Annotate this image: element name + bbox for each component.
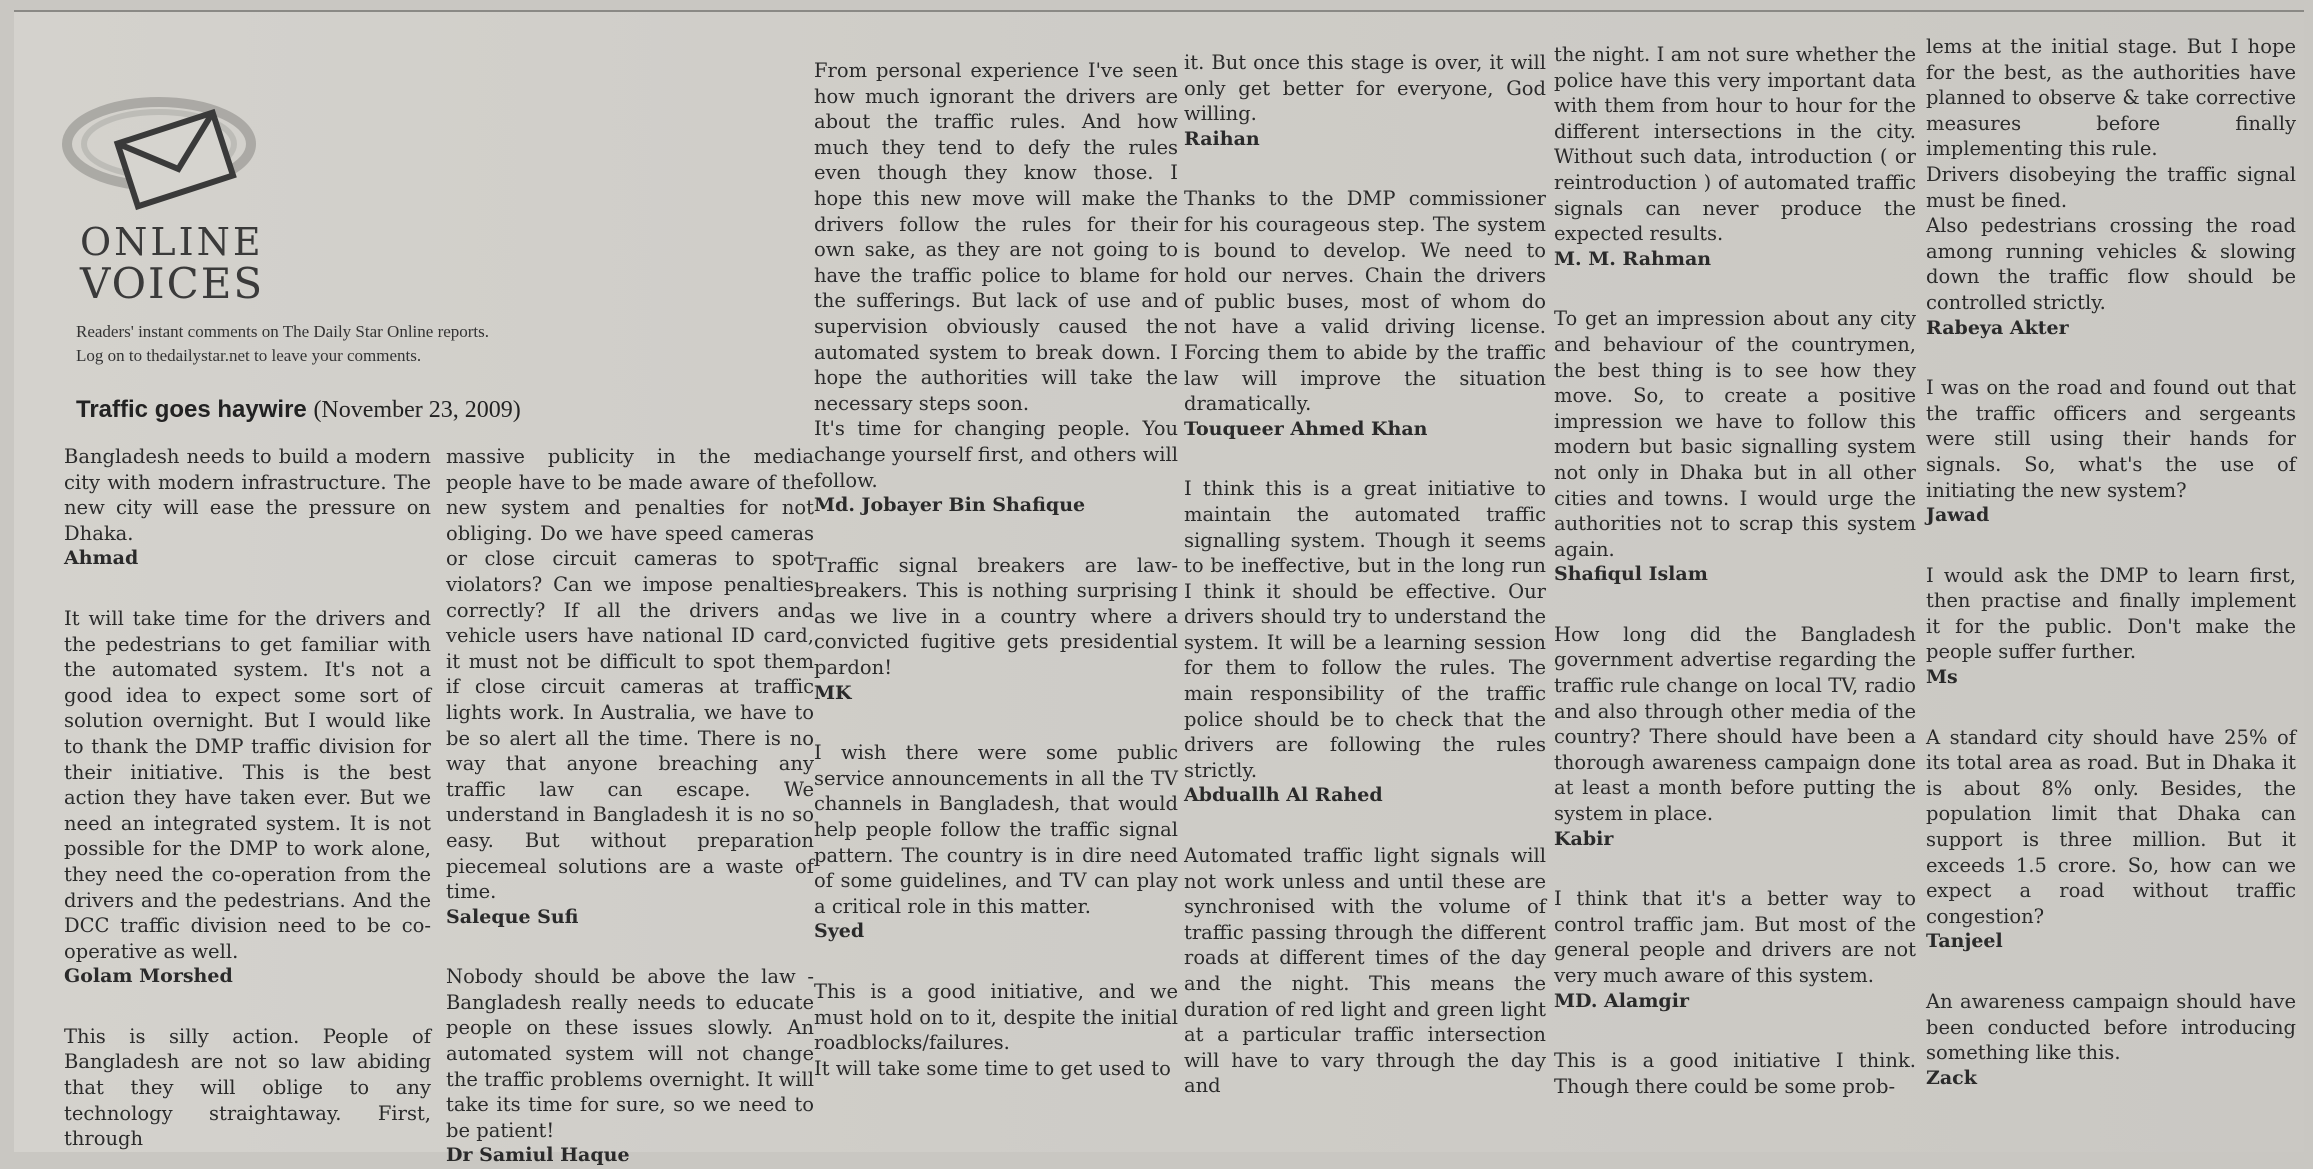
comment-author: Dr Samiul Haque bbox=[446, 1144, 630, 1167]
comment-text: It's time for changing people. You change yourself first, and others will follow. bbox=[814, 417, 1178, 492]
comment-text: How long did the Bangladesh government advertise regarding the traffic rule change on local TV, radio and also through other media of the country? There should have been a thorough awareness campaign done at least a month before putting the system in place. bbox=[1554, 622, 1916, 826]
comment-text: I wish there were some public service announcements in all the TV channels in Bangladesh, that would help people follow the traffic signal pattern. The country is in dire need of some guidelines, and TV can play a critical role in this matter. bbox=[814, 741, 1178, 918]
comment-author: Zack bbox=[1926, 1066, 1977, 1089]
comment-text: Also pedestrians crossing the road among running vehicles & slowing down the traffic flow should be controlled strictly. bbox=[1926, 214, 2296, 314]
comment-column-4 bbox=[1184, 50, 1546, 1152]
comment-text: An awareness campaign should have been conducted before introducing something like this. bbox=[1926, 990, 2296, 1065]
intro-line1: Readers' instant comments on The Daily Star Online reports. bbox=[76, 322, 490, 341]
comment-column-2 bbox=[446, 444, 814, 1167]
comment-text: the night. I am not sure whether the police have this very important data with them from hour to hour for the different intersections in the city. Without such data, introduction ( or reintroduction ) of automated traffic signals can never produce the expected results. bbox=[1554, 43, 1916, 246]
comment-column-3 bbox=[814, 58, 1178, 1152]
envelope-logo-icon bbox=[64, 82, 264, 232]
comment-author: Touqueer Ahmed Khan bbox=[1184, 417, 1428, 440]
comment-text: Bangladesh needs to build a modern city with modern infrastructure. The new city will ease the pressure on Dhaka. bbox=[64, 445, 431, 545]
comment-text: Automated traffic light signals will not work unless and until these are synchronised with the volume of traffic passing through the different roads at different times of the day and the night. This means the duration of red light and green light at a particular traffic intersection will have to vary through the day and bbox=[1184, 844, 1546, 1098]
comment-text: I was on the road and found out that the traffic officers and sergeants were still using their hands for signals. So, what's the use of initiating the new system? bbox=[1926, 376, 2296, 502]
comment-author: Tanjeel bbox=[1926, 930, 2003, 953]
comment-text: This is a good initiative, and we must hold on to it, despite the initial roadblocks/failures. bbox=[814, 980, 1178, 1055]
comment-text: Nobody should be above the law - Bangladesh really needs to educate people on these issues slowly. An automated system will not change the traffic problems overnight. It will take its time for sure, so we need to be patient! bbox=[446, 965, 814, 1142]
masthead-line2: VOICES bbox=[80, 259, 265, 308]
comment-author: MD. Alamgir bbox=[1554, 989, 1689, 1012]
comment-author: Md. Jobayer Bin Shafique bbox=[814, 494, 1086, 517]
article-title: Traffic goes haywire bbox=[76, 396, 307, 423]
comment-author: Golam Morshed bbox=[64, 965, 233, 988]
comment-column-6 bbox=[1926, 34, 2296, 1152]
comment-text: It will take time for the drivers and the pedestrians to get familiar with the automated system. It's not a good idea to expect some sort of solution overnight. But I would like to thank the DMP traffic division for their initiative. This is the best action they have taken ever. But we need an integrated system. It is not possible for the DMP to work alone, they need the co-operation from the drivers and the pedestrians. And the DCC traffic division need to be co-operative as well. bbox=[64, 606, 431, 963]
comment-text: massive publicity in the media people have to be made aware of the new system and penalties for not obliging. Do we have speed cameras or close circuit cameras to spot violators? Can we impose penalties correctly? If all the drivers and vehicle users have national ID card, it must not be difficult to spot them if close circuit cameras at traffic lights work. In Australia, we have to be so alert all the time. There is no way that anyone breaching any traffic law can escape. We understand in Bangladesh it is no so easy. But without preparation piecemeal solutions are a waste of time. bbox=[446, 445, 814, 904]
comment-text: This is a good initiative I think. Though there could be some prob- bbox=[1554, 1049, 1916, 1098]
comment-text: This is silly action. People of Bangladesh are not so law abiding that they will oblige to any technology straightaway. First, through bbox=[64, 1024, 431, 1151]
comment-author: Shafiqul Islam bbox=[1554, 563, 1708, 586]
comment-column-5 bbox=[1554, 42, 1916, 1152]
comment-text: Traffic signal breakers are law-breakers. This is nothing surprising as we live in a country where a convicted fugitive gets presidential pardon! bbox=[814, 553, 1178, 680]
comment-author: Ahmad bbox=[64, 547, 139, 570]
article-date: (November 23, 2009) bbox=[313, 397, 521, 423]
comment-text: it. But once this stage is over, it will only get better for everyone, God willing. bbox=[1184, 51, 1546, 126]
comment-author: Saleque Sufi bbox=[446, 905, 579, 928]
comment-author: Syed bbox=[814, 920, 865, 943]
comment-author: Raihan bbox=[1184, 127, 1260, 150]
comment-text: I would ask the DMP to learn first, then practise and finally implement it for the public. Don't make the people suffer further. bbox=[1926, 563, 2296, 664]
comment-author: MK bbox=[814, 681, 852, 704]
intro-line2: Log on to thedailystar.net to leave your comments. bbox=[76, 346, 422, 365]
comment-author: Jawad bbox=[1926, 504, 1990, 527]
comment-text: I think that it's a better way to control traffic jam. But most of the general people and drivers are not very much aware of this system. bbox=[1554, 887, 1916, 987]
article-headline bbox=[76, 396, 521, 424]
comment-text: From personal experience I've seen how much ignorant the drivers are about the traffic rules. And how much they tend to defy the rules even though they know those. I hope this new move will make the drivers follow the rules for their own sake, as they are not going to have the traffic police to blame for the sufferings. But lack of use and supervision obviously caused the automated system to break down. I hope the authorities will take the necessary steps soon. bbox=[814, 59, 1178, 415]
comment-author: Kabir bbox=[1554, 827, 1614, 850]
masthead-line1: ONLINE bbox=[80, 220, 264, 264]
comment-author: Abduallh Al Rahed bbox=[1184, 784, 1383, 807]
comment-column-1 bbox=[64, 444, 431, 1152]
masthead-intro bbox=[76, 320, 489, 368]
comment-text: Drivers disobeying the traffic signal must be fined. bbox=[1926, 162, 2296, 212]
comment-text: lems at the initial stage. But I hope for the best, as the authorities have planned to observe & take corrective measures before finally implementing this rule. bbox=[1926, 35, 2296, 161]
newspaper-page bbox=[14, 10, 2304, 1167]
comment-author: M. M. Rahman bbox=[1554, 247, 1712, 270]
comment-text: I think this is a great initiative to maintain the automated traffic signalling system. Though it seems to be ineffective, but in the long run I think it should be effective. Our drivers should try to understand the system. It will be a learning session for them to follow the rules. The main responsibility of the traffic police should be to check that the drivers are following the rules strictly. bbox=[1184, 477, 1546, 782]
comment-text: To get an impression about any city and behaviour of the countrymen, the best thing is to see how they move. So, to create a positive impression we have to follow this modern but basic signalling system not only in Dhaka but in all other cities and towns. I would urge the authorities not to scrap this system again. bbox=[1554, 307, 1916, 561]
comment-author: Rabeya Akter bbox=[1926, 316, 2069, 339]
comment-text: A standard city should have 25% of its total area as road. But in Dhaka it is about 8% only. Besides, the population limit that Dhaka can support is three million. But it exceeds 1.5 crore. So, how can we expect a road without traffic congestion? bbox=[1926, 725, 2296, 928]
comment-text: Thanks to the DMP commissioner for his courageous step. The system is bound to develop. We need to hold our nerves. Chain the drivers of public buses, most of whom do not have a valid driving license. Forcing them to abide by the traffic law will improve the situation dramatically. bbox=[1184, 187, 1546, 416]
comment-text: It will take some time to get used to bbox=[814, 1056, 1171, 1080]
comment-author: Ms bbox=[1926, 666, 1958, 689]
